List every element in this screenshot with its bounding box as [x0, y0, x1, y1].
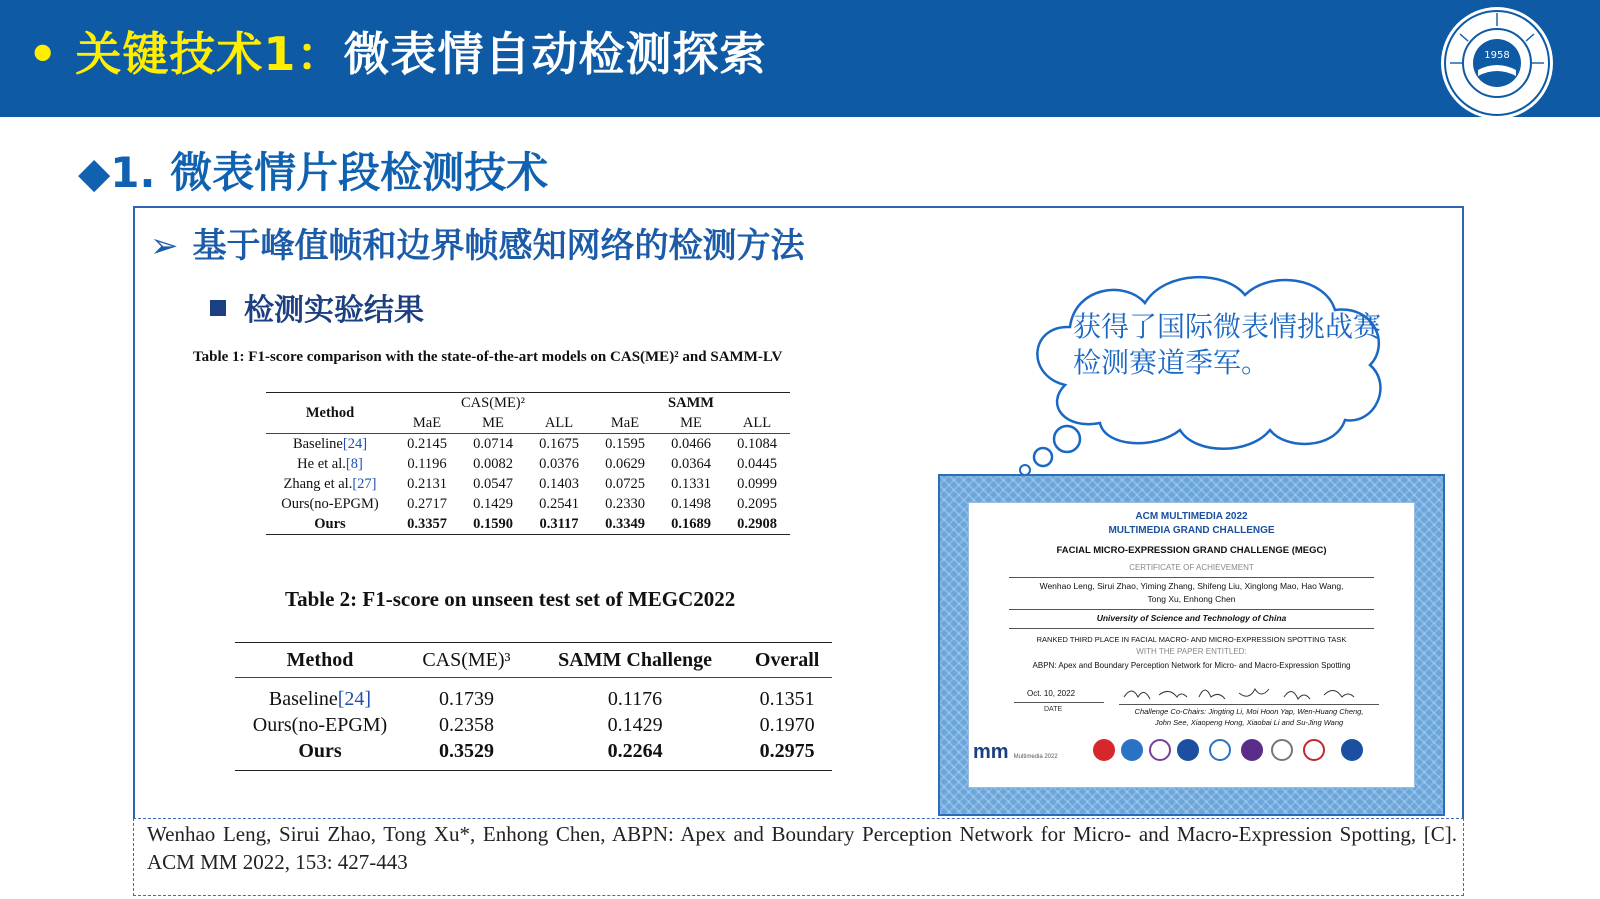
cert-line1: ACM MULTIMEDIA 2022: [1135, 511, 1248, 522]
mm-logo-text: mm: [973, 741, 1009, 763]
award-note: 获得了国际微表情挑战赛检测赛道季军。: [1073, 310, 1382, 379]
sponsor-logo-icon: [1303, 739, 1325, 761]
slide-title-prefix: • 关键技术1：: [28, 27, 344, 81]
table1-method-name: Zhang et al.: [283, 475, 353, 492]
table1-row: [266, 494, 790, 514]
slide-title: [28, 18, 766, 84]
table1-value-cell: 0.0376: [539, 455, 579, 472]
table1-group2-header: SAMM: [668, 394, 714, 411]
table2-value-cell: 0.1429: [607, 713, 663, 736]
table1-method-cell: [266, 454, 394, 474]
sponsor-logo-icon: [1341, 739, 1363, 761]
logo-year: 1958: [1484, 50, 1510, 61]
table2-caption: Table 2: F1-score on unseen test set of MEGC2022: [285, 587, 736, 611]
sponsor-logo-icon: [1271, 739, 1293, 761]
section-title: ◆1. 微表情片段检测技术: [78, 148, 549, 197]
table1-subheader: ME: [680, 414, 702, 431]
cert-with-paper: WITH THE PAPER ENTITLED:: [1136, 647, 1247, 656]
certificate-body: [968, 502, 1415, 788]
table1-value-cell: 0.2131: [407, 475, 447, 492]
table2-value-cell: 0.3529: [438, 739, 494, 762]
table1-value-cell: 0.1196: [407, 455, 447, 472]
table1-value-cell: 0.0714: [473, 435, 513, 452]
table2-header: Overall: [754, 648, 820, 671]
table1-value-cell: 0.1590: [473, 515, 513, 532]
sponsor-logo-icon: [1241, 739, 1263, 761]
cert-date: Oct. 10, 2022: [1027, 689, 1076, 698]
table2-method-cell: [235, 738, 405, 771]
table1-value-cell: 0.1084: [737, 435, 777, 452]
mm-logo-sub: Multimedia 2022: [1013, 754, 1058, 760]
table1-value-cell: 0.3117: [539, 515, 579, 532]
table1-value-cell: 0.2145: [407, 435, 447, 452]
table1-row: [266, 474, 790, 494]
table2-row: [235, 678, 832, 713]
table2-value-cell: 0.1351: [759, 687, 815, 710]
table1-value-cell: 0.1403: [539, 475, 579, 492]
method-subtitle: [150, 218, 805, 267]
cert-line3: FACIAL MICRO-EXPRESSION GRAND CHALLENGE (MEGC): [1056, 545, 1327, 556]
table1-value-cell: 0.2330: [605, 495, 645, 512]
cert-date-label: DATE: [1044, 706, 1063, 713]
cert-divider: [1009, 577, 1374, 578]
table2-row: [235, 712, 832, 738]
table1-value-cell: 0.1675: [539, 435, 579, 452]
cert-sign-line: [1119, 704, 1379, 705]
table1-value-cell: 0.1498: [671, 495, 711, 512]
table2-method-name: Ours: [298, 739, 342, 762]
table2-header: CAS(ME)³: [422, 648, 511, 671]
reference-text: Wenhao Leng, Sirui Zhao, Tong Xu*, Enhong Chen, ABPN: Apex and Boundary Perception Network for Micro- and Macro-Expression Spotting, [C]. ACM MM 2022, 153: 427-443: [147, 822, 1457, 874]
table1-value-cell: 0.1689: [671, 515, 711, 532]
table2-value-cell: 0.2358: [438, 713, 494, 736]
table1-value-cell: 0.1429: [473, 495, 513, 512]
arrow-bullet-icon: ➢: [150, 226, 179, 266]
results-heading-text: 检测实验结果: [244, 293, 424, 328]
table1-value-cell: 0.0999: [737, 475, 777, 492]
table1-method-cell: [266, 514, 394, 535]
table1-subheader: MaE: [412, 414, 442, 431]
table1-method-name: Ours(no-EPGM): [281, 495, 379, 512]
table1-value-cell: 0.0445: [737, 455, 777, 472]
table2-value-cell: 0.1739: [438, 687, 494, 710]
cert-date-line: [1014, 702, 1104, 703]
table1-method-cell: [266, 474, 394, 494]
table1-value-cell: 0.0364: [671, 455, 711, 472]
table1-row: [266, 434, 790, 455]
table1-value-cell: 0.3349: [605, 515, 645, 532]
table1-value-cell: 0.0547: [473, 475, 513, 492]
cert-divider: [1009, 609, 1374, 610]
citation-link[interactable]: [8]: [345, 455, 363, 472]
slide-title-main: 微表情自动检测探索: [343, 27, 767, 81]
table2-method-name: Baseline: [268, 687, 338, 710]
table1-method-name: Baseline: [292, 435, 343, 452]
cert-chairs2: John See, Xiaopeng Hong, Xiaobai Li and Su-Jing Wang: [1154, 718, 1344, 727]
table1-value-cell: 0.2717: [407, 495, 447, 512]
cert-authors1: Wenhao Leng, Sirui Zhao, Yiming Zhang, Shifeng Liu, Xinglong Mao, Hao Wang,: [1039, 581, 1344, 591]
table2-value-cell: 0.1970: [759, 713, 815, 736]
table1-group1-header: CAS(ME)²: [461, 394, 525, 411]
citation-link[interactable]: [27]: [352, 475, 377, 492]
table1-method-name: Ours: [314, 515, 346, 532]
table1-subheader: MaE: [610, 414, 640, 431]
method-subtitle-text: 基于峰值帧和边界帧感知网络的检测方法: [192, 226, 805, 266]
header-bar: [0, 0, 1600, 117]
table1-row: [266, 514, 790, 535]
table1-method-name: He et al.: [297, 455, 346, 472]
cert-chairs1: Challenge Co-Chairs: Jingting Li, Moi Hoon Yap, Wen-Huang Cheng,: [1134, 707, 1364, 716]
table1-subheader: ME: [482, 414, 504, 431]
table1-value-cell: 0.1331: [671, 475, 711, 492]
award-certificate: [938, 474, 1445, 816]
table1-method-cell: [266, 494, 394, 514]
mm-logo: [973, 741, 1058, 764]
table1-value-cell: 0.0629: [605, 455, 645, 472]
cert-university: University of Science and Technology of China: [1096, 613, 1287, 623]
table1-value-cell: 0.0082: [473, 455, 513, 472]
table2-method-cell: [235, 678, 405, 713]
table2-method-cell: [235, 712, 405, 738]
citation-link[interactable]: [24]: [337, 687, 372, 710]
cert-divider: [1009, 628, 1374, 629]
table1-value-cell: 0.3357: [407, 515, 447, 532]
table2-value-cell: 0.1176: [607, 687, 663, 710]
signatures-icon: [1119, 683, 1369, 703]
table1-value-cell: 0.2541: [539, 495, 579, 512]
sponsor-logo-icon: [1149, 739, 1171, 761]
square-bullet-icon: [210, 300, 226, 316]
cert-authors2: Tong Xu, Enhong Chen: [1147, 594, 1236, 604]
sponsor-logo-icon: [1121, 739, 1143, 761]
table2-value-cell: 0.2975: [759, 739, 815, 762]
table1-value-cell: 0.1595: [605, 435, 645, 452]
table1-method-cell: [266, 434, 394, 455]
cert-ranked: RANKED THIRD PLACE IN FACIAL MACRO- AND MICRO-EXPRESSION SPOTTING TASK: [1036, 635, 1347, 644]
table1: [266, 392, 790, 535]
results-heading: [210, 285, 424, 329]
university-seal-icon: [1438, 4, 1556, 122]
table1-subheader: ALL: [742, 414, 772, 431]
table2-header: SAMM Challenge: [558, 648, 712, 671]
cert-line2: MULTIMEDIA GRAND CHALLENGE: [1108, 525, 1275, 536]
table1-value-cell: 0.2908: [737, 515, 777, 532]
sponsor-logo-icon: [1177, 739, 1199, 761]
table1-method-header: Method: [305, 404, 355, 421]
table1-subheader: ALL: [544, 414, 574, 431]
table2: [235, 642, 832, 771]
table1-row: [266, 454, 790, 474]
citation-link[interactable]: [24]: [342, 435, 368, 452]
table2-header: Method: [286, 648, 354, 671]
table1-value-cell: 0.0725: [605, 475, 645, 492]
sponsor-logo-icon: [1093, 739, 1115, 761]
table2-value-cell: 0.2264: [607, 739, 663, 762]
table2-method-name: Ours(no-EPGM): [252, 713, 388, 736]
cert-line4: CERTIFICATE OF ACHIEVEMENT: [1129, 563, 1254, 572]
sponsor-logo-icon: [1209, 739, 1231, 761]
cert-paper: ABPN: Apex and Boundary Perception Network for Micro- and Macro-Expression Spotting: [1032, 661, 1351, 670]
table1-value-cell: 0.2095: [737, 495, 777, 512]
table2-row: [235, 738, 832, 771]
table1-value-cell: 0.0466: [671, 435, 711, 452]
table1-caption: Table 1: F1-score comparison with the state-of-the-art models on CAS(ME)² and SAMM-LV: [193, 349, 783, 365]
